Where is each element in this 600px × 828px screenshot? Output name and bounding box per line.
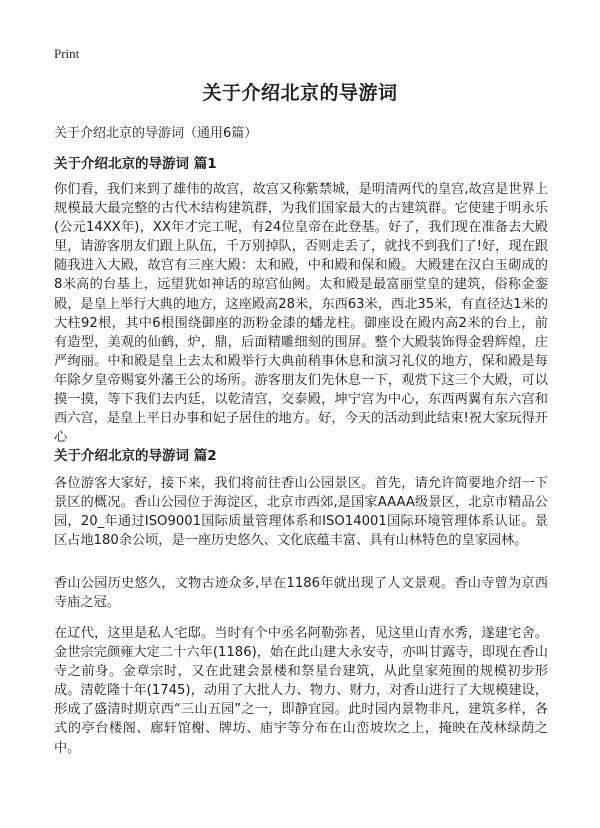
- section-1-paragraph-1: 你们看，我们来到了雄伟的故宫，故宫又称紫禁城，是明清两代的皇宫,故宫是世界上规模最大最完整的古代木结构建筑群，为我们国家最大的古建筑群。它使建于明永乐(公元14XX年)，XX年才完工呢，有24位皇帝在此登基。好了，我们现在准备去大殿里，请游客朋友们跟上队伍，千万别掉队，否则走丢了，就找不到我们了!好，现在跟随我进入大殿，故宫有三座大殿：太和殿，中和殿和保和殿。大殿建在汉白玉砌成的8米高的台基上，远望犹如神话的琼宫仙阙。太和殿是最富丽堂皇的建筑，俗称金銮殿，是皇上举行大典的地方，这座殿高28米，东西63米，西北35米，有直径达1米的大柱92根，其中6根围绕御座的沥粉金漆的蟠龙柱。御座设在殿内高2米的台上，前有造型，美观的仙鹤，炉，鼎，后面精雕细刻的围屏。整个大殿装饰得金碧辉煌，庄严绚丽。中和殿是皇上去太和殿举行大典前稍事休息和演习礼仪的地方，保和殿是每年除夕皇帝赐宴外藩王公的场所。游客朋友们先休息一下，观赏下这三个大殿，可以摸一摸，等下我们去内廷，以乾清宫，交泰殿，坤宁宫为中心，东西两翼有东六宫和西六宫，是皇上平日办事和妃子居住的地方。好，今天的活动到此结束!祝大家玩得开心: [54, 182, 548, 446]
- section-2-paragraph-3: 在辽代，这里是私人宅邸。当时有个中丞名阿勒弥者，见这里山青水秀，遂建宅舍。金世宗完颜雍大定二十六年(1186)，始在此山建大永安寺，亦叫甘露寺，即现在香山寺之前身。金章宗时，又在此建会景楼和祭星台建筑，从此皇家苑囿的规模初步形成。清乾隆十年(1745)，动用了大批人力、物力、财力，对香山进行了大规模建设，形成了盛清时期京西“三山五园”之一，即静宜园。此时园内景物非凡，建筑多样，各式的亭台楼阁、廊轩馆榭、牌坊、庙宇等分布在山峦坡坎之上，掩映在茂林绿荫之中。: [54, 626, 548, 756]
- section-2-paragraph-1: 各位游客大家好，接下来，我们将前往香山公园景区。首先，请允许简要地介绍一下景区的概况。香山公园位于海淀区，北京市西郊,是国家AAAA级景区，北京市精品公园，20_年通过ISO9001国际质量管理体系和ISO14001国际环境管理体系认证。景区占地180余公顷，是一座历史悠久、文化底蕴丰富、具有山林特色的皇家园林。: [54, 476, 548, 549]
- section-2-paragraph-2: 香山公园历史悠久，文物古迹众多,早在1186年就出现了人文景观。香山寺曾为京西寺庙之冠。: [54, 576, 548, 611]
- page-title: 关于介绍北京的导游词: [202, 82, 398, 104]
- document-subtitle: 关于介绍北京的导游词（通用6篇）: [54, 126, 258, 141]
- print-link[interactable]: Print: [54, 46, 80, 61]
- section-heading-1: 关于介绍北京的导游词 篇1: [54, 156, 217, 172]
- section-heading-2: 关于介绍北京的导游词 篇2: [54, 448, 217, 464]
